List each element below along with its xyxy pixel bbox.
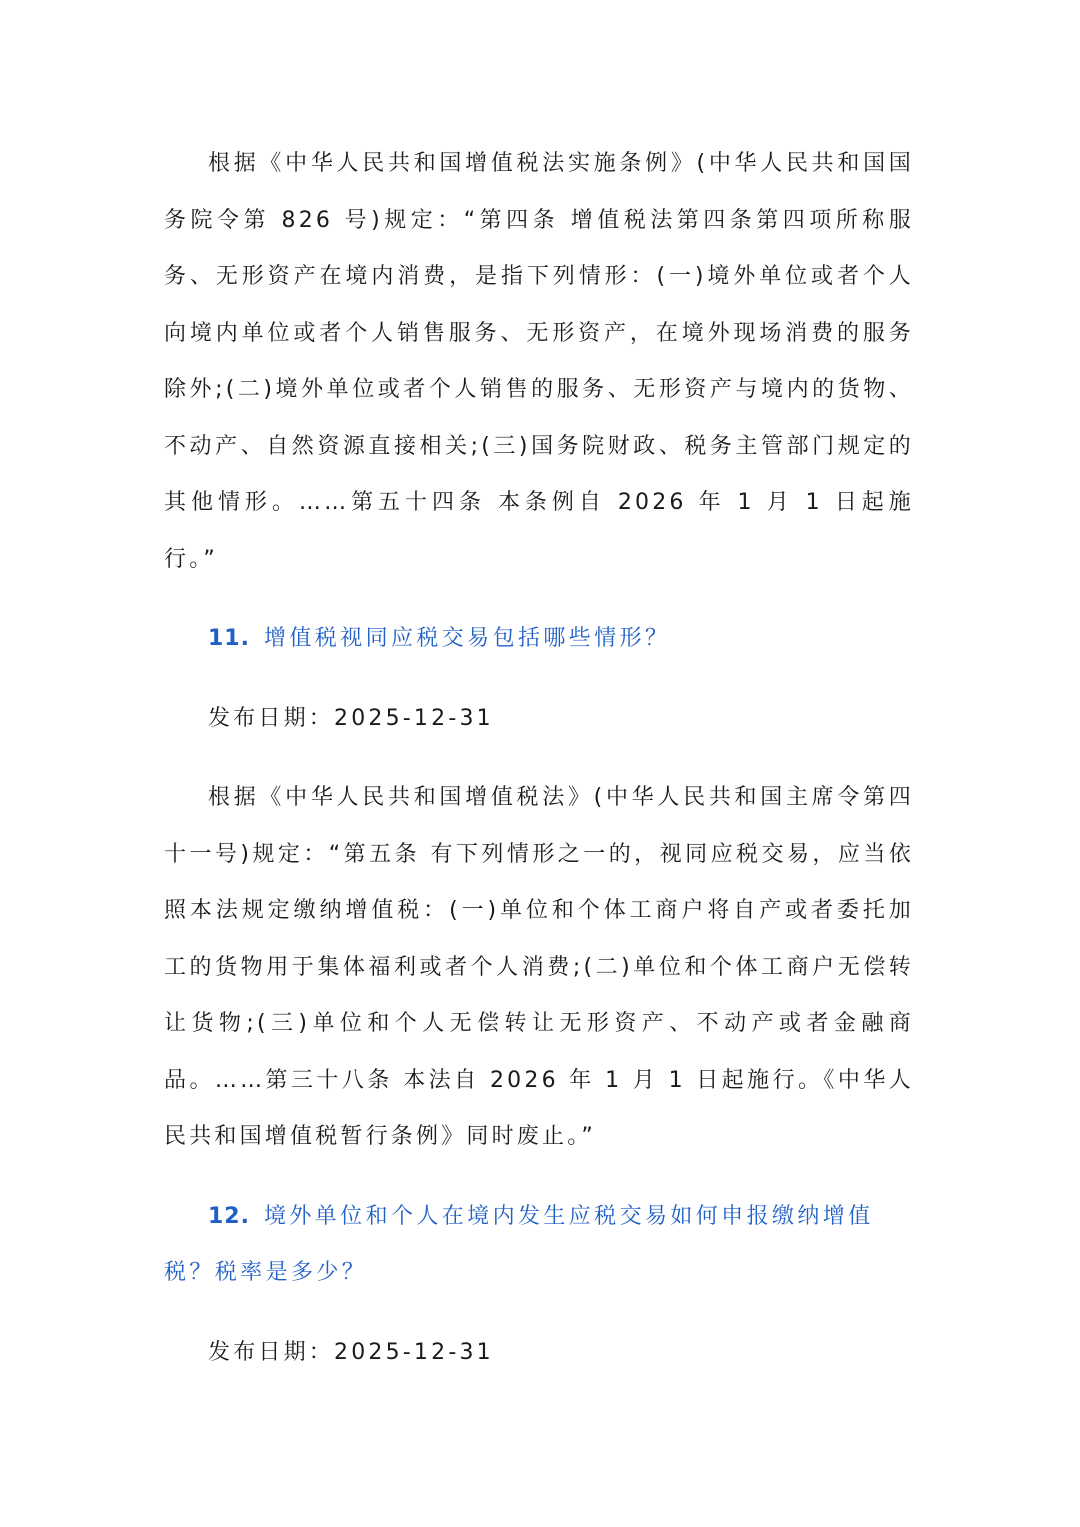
question-number: 12. (208, 1203, 250, 1229)
question-text: 境外单位和个人在境内发生应税交易如何申报缴纳增值税？税率是多少？ (164, 1203, 874, 1285)
spacer (164, 1302, 914, 1325)
question-heading-11 (164, 611, 914, 668)
spacer (164, 668, 914, 691)
body-paragraph-vat-law-article-5: 根据《中华人民共和国增值税法》(中华人民共和国主席令第四十一号)规定：“第五条 有下列情形之一的，视同应税交易，应当依照本法规定缴纳增值税：(一)单位和个体工商户将自产或者委托加工的货物用于集体福利或者个人消费;(二)单位和个体工商户无偿转让货物;(三)单位和个人无偿转让无形资产、不动产或者金融商品。……第三十八条 本法自 2026 年 1 月 1 日起施行。《中华人民共和国增值税暂行条例》同时废止。” (164, 785, 914, 1149)
spacer (164, 747, 914, 770)
publish-date: 发布日期：2025-12-31 (208, 1339, 494, 1365)
spacer (164, 1166, 914, 1189)
question-heading-12 (164, 1189, 914, 1302)
question-text: 增值税视同应税交易包括哪些情形？ (263, 626, 671, 651)
publish-date: 发布日期：2025-12-31 (208, 705, 494, 731)
body-paragraph-regulation-article-4: 根据《中华人民共和国增值税法实施条例》(中华人民共和国国务院令第 826 号)规定：“第四条 增值税法第四条第四项所称服务、无形资产在境内消费，是指下列情形：(一)境外单位或者个人向境内单位或者个人销售服务、无形资产，在境外现场消费的服务除外;(二)境外单位或者个人销售的服务、无形资产与境内的货物、不动产、自然资源直接相关;(三)国务院财政、税务主管部门规定的其他情形。……第五十四条 本条例自 2026 年 1 月 1 日起施行。” (164, 151, 914, 572)
spacer (164, 588, 914, 611)
question-number: 11. (208, 626, 250, 651)
